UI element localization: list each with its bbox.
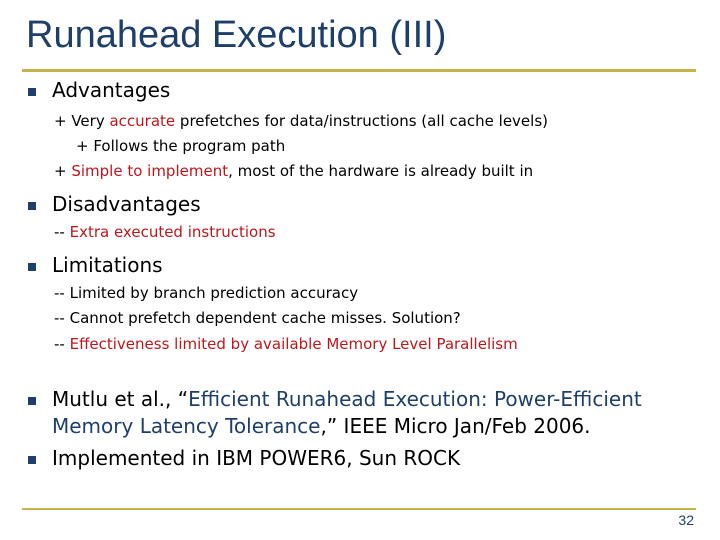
limitation-item-3-prefix: -- <box>54 335 70 353</box>
limitation-item-1: -- Limited by branch prediction accuracy <box>54 284 359 302</box>
limitation-item-3 <box>54 335 518 353</box>
reference-suffix: ,” IEEE Micro Jan/Feb 2006. <box>320 414 591 438</box>
reference-line-2 <box>52 414 591 438</box>
disadvantage-item-1-highlight: Extra executed instructions <box>69 223 276 241</box>
reference-prefix: Mutlu et al., “ <box>52 387 189 411</box>
advantage-item-3-prefix: + <box>54 162 72 180</box>
reference-paper-title-link-cont[interactable]: Memory Latency Tolerance <box>52 414 321 438</box>
limitations-heading: Limitations <box>52 253 163 277</box>
advantage-item-1-highlight: accurate <box>109 112 176 130</box>
bullet-square-icon <box>28 263 36 271</box>
disadvantage-item-1-prefix: -- <box>54 223 70 241</box>
bullet-square-icon <box>28 397 36 405</box>
reference-line-1 <box>52 387 642 411</box>
advantage-item-1-suffix: prefetches for data/instructions (all cache levels) <box>175 112 548 130</box>
advantage-item-3-suffix: , most of the hardware is already built in <box>228 162 534 180</box>
bullet-square-icon <box>28 88 36 96</box>
limitation-item-3-highlight: Effectiveness limited by available Memory Level Parallelism <box>69 335 518 353</box>
slide-title: Runahead Execution (III) <box>26 14 447 56</box>
advantage-item-3-highlight: Simple to implement <box>71 162 229 180</box>
reference-paper-title-link[interactable]: Efficient Runahead Execution: Power-Efficient <box>188 387 642 411</box>
advantage-item-1 <box>54 112 548 130</box>
disadvantages-heading: Disadvantages <box>52 192 201 216</box>
title-divider <box>22 69 696 72</box>
advantage-item-1-prefix: + Very <box>54 112 110 130</box>
advantage-item-2: + Follows the program path <box>76 137 286 155</box>
advantages-heading: Advantages <box>52 78 171 102</box>
implemented-text: Implemented in IBM POWER6, Sun ROCK <box>52 446 461 470</box>
limitation-item-2: -- Cannot prefetch dependent cache misses. Solution? <box>54 309 461 327</box>
bullet-square-icon <box>28 456 36 464</box>
advantage-item-3 <box>54 162 533 180</box>
bullet-square-icon <box>28 202 36 210</box>
disadvantage-item-1 <box>54 223 276 241</box>
footer-divider <box>22 508 696 510</box>
page-number: 32 <box>678 512 694 528</box>
